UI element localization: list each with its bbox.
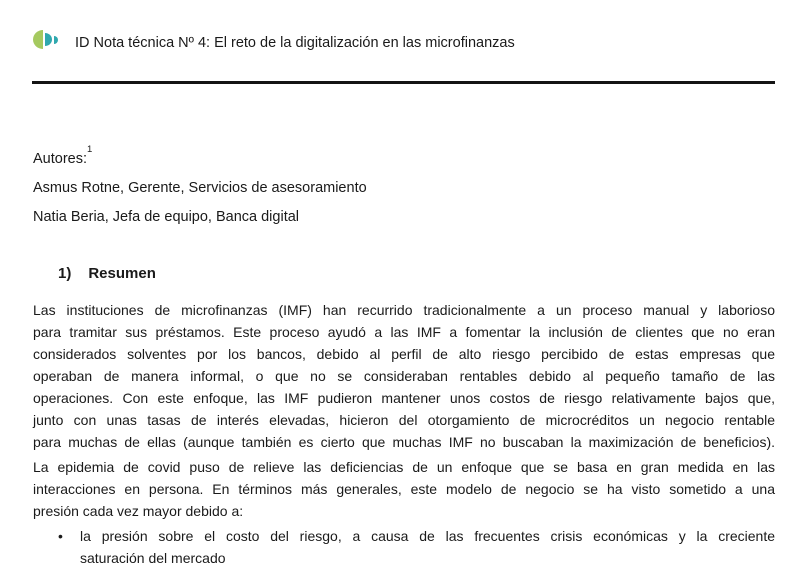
paragraph — [33, 456, 775, 522]
section-heading — [58, 263, 156, 285]
authors-block — [33, 144, 367, 235]
author-entry: Asmus Rotne, Gerente, Servicios de asesoramiento — [33, 179, 367, 196]
text-line: Las instituciones de microfinanzas (IMF) han recurrido tradicionalmente a un proceso manual y laborioso — [33, 302, 775, 318]
text-line: para muchas de ellas (aunque también es cierto que muchas IMF no buscaban la maximización de beneficios). — [33, 434, 775, 450]
brand-logo-icon — [33, 30, 60, 49]
logo-left-halfdisc — [33, 30, 43, 49]
body-content — [33, 299, 775, 569]
logo-mid-crescent — [45, 33, 52, 46]
text-line: operaciones. Con este enfoque, las IMF pudieron mantener unos costos de riesgo relativamente bajos que, — [33, 390, 775, 406]
author-list — [33, 177, 367, 228]
authors-label-text: Autores: — [33, 150, 87, 167]
paragraph — [33, 299, 775, 453]
text-line: presión cada vez mayor debido a: — [33, 503, 244, 519]
header-divider — [32, 81, 775, 84]
document-title: ID Nota técnica Nº 4: El reto de la digitalización en las microfinanzas — [75, 35, 515, 51]
authors-label — [33, 144, 367, 170]
logo-small-crescent — [54, 36, 58, 44]
text-line: operaban de manera informal, o que no se consideraban rentables debido al pequeño tamaño de las — [33, 368, 775, 384]
section-title: Resumen — [88, 265, 156, 282]
footnote-reference: 1 — [87, 144, 93, 155]
text-line: La epidemia de covid puso de relieve las deficiencias de un enfoque que se basa en gran medida en las — [33, 459, 775, 475]
author-entry: Natia Beria, Jefa de equipo, Banca digital — [33, 208, 300, 225]
text-line: junto con unas tasas de interés elevadas, hicieron del otorgamiento de microcréditos un negocio rentable — [33, 412, 775, 428]
text-line: para tramitar sus préstamos. Este proceso ayudó a las IMF a fomentar la inclusión de clientes que no eran — [33, 324, 775, 340]
text-line: la presión sobre el costo del riesgo, a causa de las frecuentes crisis económicas y la creciente — [80, 528, 775, 544]
text-line: interacciones en persona. En términos más generales, este modelo de negocio se ha visto sometido a una — [33, 481, 775, 497]
bullet-list-item — [33, 525, 775, 569]
section-number: 1) — [58, 265, 72, 282]
bullet-icon: • — [58, 528, 63, 544]
text-line: saturación del mercado — [80, 550, 226, 566]
text-line: considerados solventes por los bancos, debido al perfil de alto riesgo percibido de estas empresas que — [33, 346, 775, 362]
